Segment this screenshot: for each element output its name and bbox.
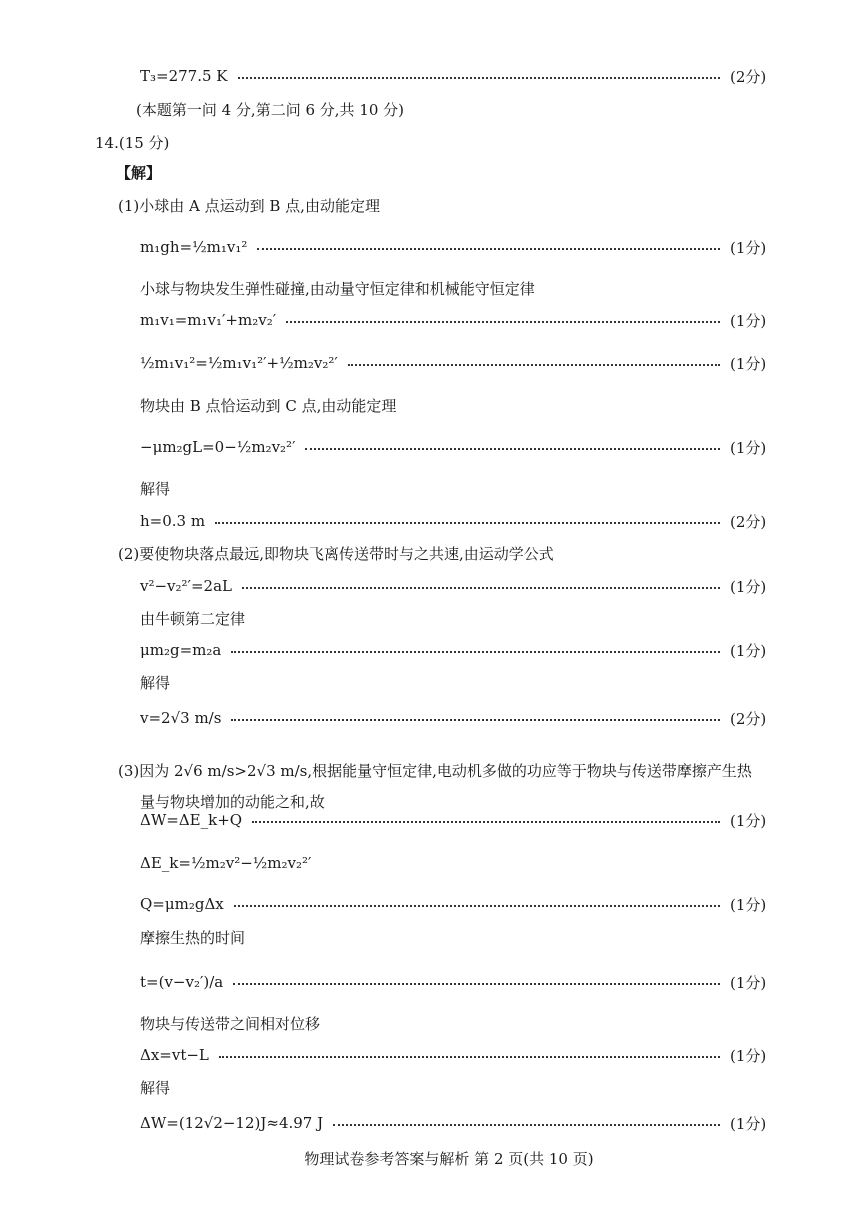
formula: h=0.3 m: [140, 512, 206, 530]
line-text: 小球与物块发生弹性碰撞,由动量守恒定律和机械能守恒定律: [140, 279, 535, 298]
formula: Δx=vt−L: [140, 1046, 209, 1064]
score-label: (1分): [730, 641, 767, 660]
score-label: (1分): [730, 438, 767, 457]
line-jd3: [0, 1072, 868, 1102]
score-label: (1分): [730, 238, 767, 257]
formula: μm₂g=m₂a: [140, 641, 222, 659]
formula: T₃=277.5 K: [140, 67, 228, 85]
line-t5: [0, 922, 868, 952]
formula: ½m₁v₁²=½m₁v₁²′+½m₂v₂²′: [140, 354, 338, 372]
line-jie: [0, 157, 868, 187]
dotted-leader: [242, 587, 720, 589]
line-f12: [0, 967, 868, 997]
line-f14: [0, 1108, 868, 1138]
line-jd1: [0, 473, 868, 503]
page-footer: 物理试卷参考答案与解析 第 2 页(共 10 页): [304, 1150, 594, 1168]
line-f10: [0, 848, 868, 878]
line-p2: [0, 538, 868, 568]
score-label: (1分): [730, 1114, 767, 1133]
line-f4: [0, 432, 868, 462]
dotted-leader: [234, 905, 720, 907]
line-f11: [0, 889, 868, 919]
line-p1: [0, 190, 868, 220]
formula: v=2√3 m/s: [140, 709, 222, 727]
dotted-leader: [305, 448, 720, 450]
dotted-leader: [333, 1124, 720, 1126]
line-f1: [0, 232, 868, 262]
line-text: (本题第一问 4 分,第二问 6 分,共 10 分): [136, 100, 405, 119]
score-label: (1分): [730, 577, 767, 596]
line-f5: [0, 506, 868, 536]
score-label: (2分): [730, 512, 767, 531]
line-text: 14.(15 分): [95, 133, 170, 152]
formula: −μm₂gL=0−½m₂v₂²′: [140, 438, 296, 456]
line-t4: [0, 603, 868, 633]
score-label: (1分): [730, 311, 767, 330]
formula: ΔE_k=½m₂v²−½m₂v₂²′: [140, 854, 312, 872]
formula: v²−v₂²′=2aL: [140, 577, 232, 595]
dotted-leader: [257, 248, 720, 250]
dotted-leader: [231, 719, 720, 721]
score-label: (2分): [730, 709, 767, 728]
score-label: (2分): [730, 67, 767, 86]
score-label: (1分): [730, 354, 767, 373]
line-f6: [0, 571, 868, 601]
line-f7: [0, 635, 868, 665]
formula: m₁gh=½m₁v₁²: [140, 238, 248, 256]
line-text: 解得: [140, 479, 171, 498]
line-text: (2)要使物块落点最远,即物块飞离传送带时与之共速,由运动学公式: [118, 544, 554, 563]
line-f8: [0, 703, 868, 733]
line-text: 物块与传送带之间相对位移: [140, 1014, 321, 1033]
dotted-leader: [286, 321, 720, 323]
line-text: (1)小球由 A 点运动到 B 点,由动能定理: [118, 196, 380, 215]
formula: t=(v−v₂′)/a: [140, 973, 224, 991]
formula: m₁v₁=m₁v₁′+m₂v₂′: [140, 311, 277, 329]
line-text: (3)因为 2√6 m/s>2√3 m/s,根据能量守恒定律,电动机多做的功应等于物块与传送带摩擦产生热: [118, 761, 752, 780]
line-text: 由牛顿第二定律: [140, 609, 246, 628]
score-label: (1分): [730, 895, 767, 914]
dotted-leader: [348, 364, 720, 366]
line-text: 【解】: [116, 163, 162, 182]
line-f3: [0, 348, 868, 378]
dotted-leader: [231, 651, 720, 653]
line-t1: [0, 273, 868, 303]
line-text: 物块由 B 点恰运动到 C 点,由动能定理: [140, 396, 397, 415]
line-f2: [0, 305, 868, 335]
line-text: 量与物块增加的动能之和,故: [140, 792, 325, 811]
line-note: [0, 94, 868, 124]
line-p3: [0, 755, 868, 785]
line-jd2: [0, 667, 868, 697]
line-t3: [0, 61, 868, 91]
score-label: (1分): [730, 1046, 767, 1065]
line-text: 解得: [140, 1078, 171, 1097]
score-label: (1分): [730, 973, 767, 992]
formula: ΔW=ΔE_k+Q: [140, 811, 243, 829]
formula: ΔW=(12√2−12)J≈4.97 J: [140, 1114, 324, 1132]
line-t2: [0, 390, 868, 420]
dotted-leader: [219, 1056, 720, 1058]
dotted-leader: [215, 522, 720, 524]
formula: Q=μm₂gΔx: [140, 895, 224, 913]
line-q14: [0, 127, 868, 157]
dotted-leader: [252, 821, 720, 823]
line-f9: [0, 805, 868, 835]
dotted-leader: [238, 77, 720, 79]
line-t6: [0, 1008, 868, 1038]
line-f13: [0, 1040, 868, 1070]
line-text: 摩擦生热的时间: [140, 928, 246, 947]
line-text: 解得: [140, 673, 171, 692]
score-label: (1分): [730, 811, 767, 830]
dotted-leader: [233, 983, 720, 985]
